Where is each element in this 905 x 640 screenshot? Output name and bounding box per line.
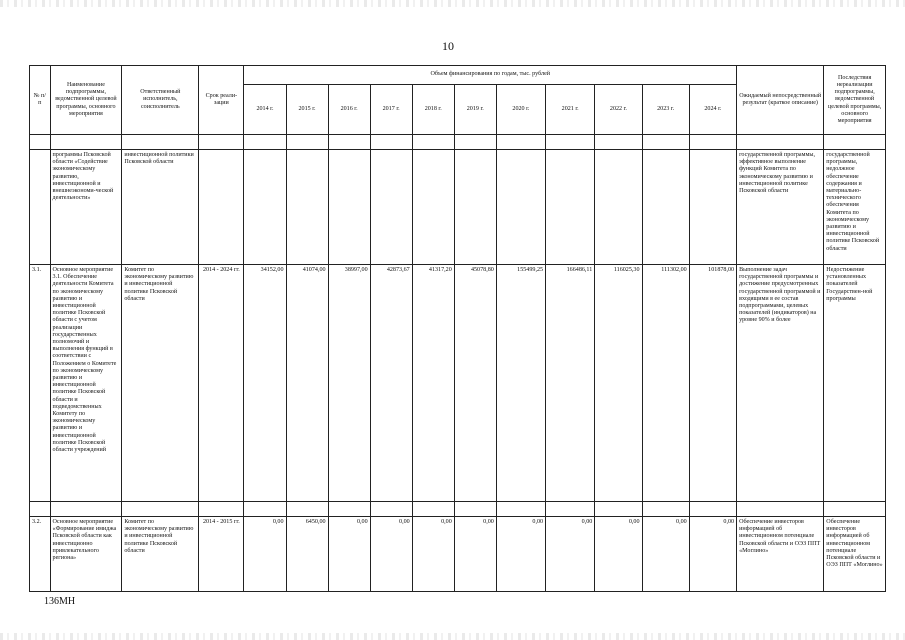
- row-value: 0,00: [496, 517, 545, 592]
- row-value: 0,00: [642, 517, 689, 592]
- row-term: 2014 - 2024 гг.: [199, 265, 244, 502]
- row-value: 41317,20: [412, 265, 454, 502]
- header-year: 2014 г.: [244, 85, 286, 135]
- row-consequences: Недостижение установленных показателей Государствен-ной программы: [824, 265, 886, 502]
- row-value: [546, 150, 595, 265]
- row-value: 42873,67: [370, 265, 412, 502]
- row-value: [244, 150, 286, 265]
- header-year: 2022 г.: [595, 85, 642, 135]
- table-row: [30, 150, 886, 265]
- header-year: 2021 г.: [546, 85, 595, 135]
- document-code: 136МН: [44, 596, 76, 607]
- table-row: [30, 265, 886, 502]
- row-value: [595, 150, 642, 265]
- spacer-row: [30, 502, 886, 517]
- row-value: 38997,00: [328, 265, 370, 502]
- row-value: 0,00: [412, 517, 454, 592]
- row-consequences: Обеспечение инвесторов информацией об инвестиционном потенциале Псковской области и ОЭЗ ППТ «Моглино»: [824, 517, 886, 592]
- header-year: 2015 г.: [286, 85, 328, 135]
- table-row: [30, 517, 886, 592]
- row-result: государственной программы, эффективное выполнение функций Комитета по экономическому развитию и инвестиционной политике Псковской области: [737, 150, 824, 265]
- row-executor: инвестиционной политики Псковской области: [122, 150, 199, 265]
- row-value: 155499,25: [496, 265, 545, 502]
- row-value: [454, 150, 496, 265]
- row-value: 0,00: [244, 517, 286, 592]
- row-num: [30, 150, 51, 265]
- row-term: [199, 150, 244, 265]
- row-value: 34152,00: [244, 265, 286, 502]
- header-funding: Объем финансирования по годам, тыс. рублей: [244, 66, 737, 85]
- header-consequences: Последствия нереализации подпрограммы, ведомственной целевой программы, основного мероприятия: [824, 66, 886, 135]
- row-name: программы Псковской области «Содействие экономическому развитию, инвестиционной и внешнеэкономи-ческой деятельности»: [50, 150, 122, 265]
- row-result: Выполнение задач государственной программы и достижение предусмотренных государственной программой и входящими в ее состав подпрограммами, целевых показателей (индикаторов) на уровне 90% и более: [737, 265, 824, 502]
- row-executor: Комитет по экономическому развитию и инвестиционной политике Псковской области: [122, 517, 199, 592]
- row-value: 116025,30: [595, 265, 642, 502]
- spacer-row: [30, 135, 886, 150]
- row-value: 0,00: [546, 517, 595, 592]
- header-name: Наименование подпрограммы, ведомственной целевой программы, основного мероприятия: [50, 66, 122, 135]
- row-value: [412, 150, 454, 265]
- header-row: [30, 66, 886, 85]
- row-value: 0,00: [595, 517, 642, 592]
- header-year: 2019 г.: [454, 85, 496, 135]
- header-result: Ожидаемый непосредственный результат (краткое описание): [737, 66, 824, 135]
- row-num: 3.1.: [30, 265, 51, 502]
- row-executor: Комитет по экономическому развитию и инвестиционной политике Псковской области: [122, 265, 199, 502]
- scan-edge-bottom: [0, 633, 905, 640]
- scan-edge-top: [0, 0, 905, 7]
- row-result: Обеспечение инвесторов информацией об инвестиционном потенциале Псковской области и ОЭЗ ППТ «Моглино»: [737, 517, 824, 592]
- header-year: 2023 г.: [642, 85, 689, 135]
- row-consequences: государственной программы, недолжное обеспечение содержания и материально-технического обеспечения Комитета по экономическому развитию и инвестиционной политике Псковской области: [824, 150, 886, 265]
- row-value: [689, 150, 736, 265]
- header-executor: Ответственный исполнитель, соисполнитель: [122, 66, 199, 135]
- header-year: 2024 г.: [689, 85, 736, 135]
- row-value: [328, 150, 370, 265]
- row-value: 166486,11: [546, 265, 595, 502]
- row-value: 0,00: [328, 517, 370, 592]
- header-year: 2017 г.: [370, 85, 412, 135]
- row-value: [642, 150, 689, 265]
- row-value: 41074,00: [286, 265, 328, 502]
- row-term: 2014 - 2015 гг.: [199, 517, 244, 592]
- row-value: [286, 150, 328, 265]
- row-name: Основное мероприятие «Формирование имиджа Псковской области как инвестиционно привлекательного региона»: [50, 517, 122, 592]
- header-num: № п/п: [30, 66, 51, 135]
- header-year: 2016 г.: [328, 85, 370, 135]
- row-value: 45078,80: [454, 265, 496, 502]
- financing-table: [29, 65, 886, 592]
- row-value: 111302,00: [642, 265, 689, 502]
- row-value: 0,00: [689, 517, 736, 592]
- header-year: 2018 г.: [412, 85, 454, 135]
- page-number: 10: [442, 39, 454, 53]
- header-term: Срок реали-зации: [199, 66, 244, 135]
- row-name: Основное мероприятие 3.1. Обеспечение деятельности Комитета по экономическому развитию и инвестиционной политике Псковской области с учетом реализации государственных полномочий и выполнения функций в соответствии с Положением о Комитете по экономическому развитию и инвестиционной политике Псковской области и подведомственных Комитету по экономическому развитию и инвестиционной политике Псковской области учреждений: [50, 265, 122, 502]
- row-value: [496, 150, 545, 265]
- row-value: 0,00: [454, 517, 496, 592]
- row-value: 6450,00: [286, 517, 328, 592]
- row-value: 101878,00: [689, 265, 736, 502]
- header-year: 2020 г.: [496, 85, 545, 135]
- row-num: 3.2.: [30, 517, 51, 592]
- row-value: [370, 150, 412, 265]
- row-value: 0,00: [370, 517, 412, 592]
